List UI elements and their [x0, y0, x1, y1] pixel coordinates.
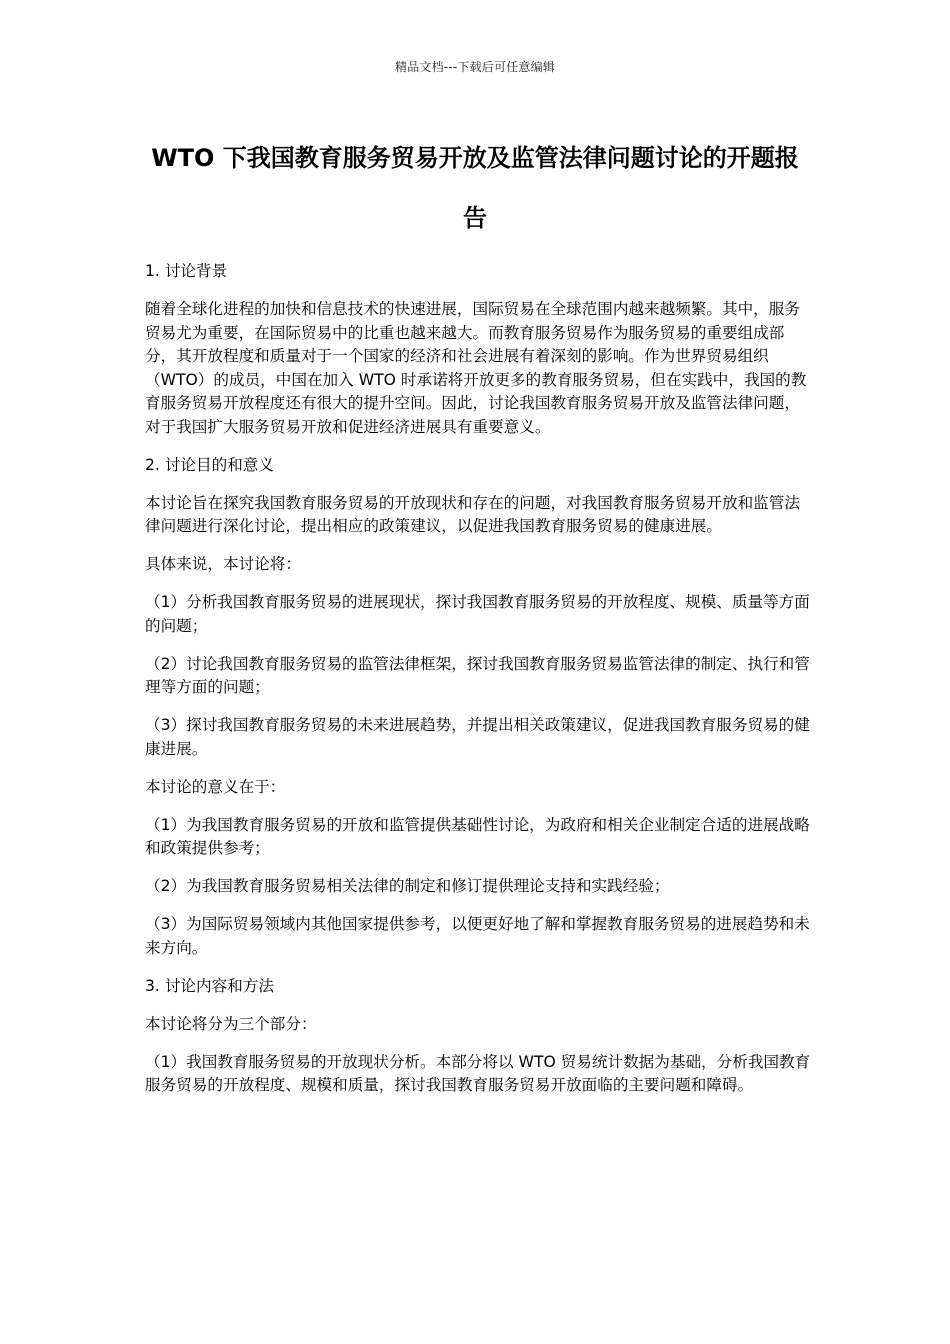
list-item-significance: （2）为我国教育服务贸易相关法律的制定和修订提供理论支持和实践经验；	[145, 877, 670, 895]
paragraph-specifically: 具体来说，本讨论将：	[145, 555, 301, 573]
list-item-significance: （3）为国际贸易领域内其他国家提供参考，以便更好地了解和掌握教育服务贸易的进展趋势和未来方向。	[145, 915, 810, 957]
paragraph-background: 随着全球化进程的加快和信息技术的快速进展，国际贸易在全球范围内越来越频繁。其中，服务贸易尤为重要，在国际贸易中的比重也越来越大。而教育服务贸易作为服务贸易的重要组成部分，其开放程度和质量对于一个国家的经济和社会进展有着深刻的影响。作为世界贸易组织（WTO）的成员，中国在加入 WTO 时承诺将开放更多的教育服务贸易，但在实践中，我国的教育服务贸易开放程度还有很大的提升空间。因此，讨论我国教育服务贸易开放及监管法律问题，对于我国扩大服务贸易开放和促进经济进展具有重要意义。	[145, 300, 807, 436]
header-note: 精品文档---下载后可任意编辑	[395, 60, 555, 74]
paragraph-purpose: 本讨论旨在探究我国教育服务贸易的开放现状和存在的问题，对我国教育服务贸易开放和监管法律问题进行深化讨论，提出相应的政策建议，以促进我国教育服务贸易的健康进展。	[145, 493, 800, 535]
section-heading-content-methods: 3. 讨论内容和方法	[145, 976, 274, 995]
paragraph-parts-intro: 本讨论将分为三个部分：	[145, 1014, 317, 1033]
paragraph-significance-intro: 本讨论的意义在于：	[145, 777, 286, 796]
list-item-aim: （2）讨论我国教育服务贸易的监管法律框架，探讨我国教育服务贸易监管法律的制定、执行和管理等方面的问题；	[145, 654, 810, 696]
section-heading-purpose: 2. 讨论目的和意义	[145, 455, 274, 474]
document-body	[145, 260, 813, 1112]
section-heading-background: 1. 讨论背景	[145, 262, 228, 280]
document-title: WTO 下我国教育服务贸易开放及监管法律问题讨论的开题报告	[151, 144, 799, 232]
list-item-part: （1）我国教育服务贸易的开放现状分析。本部分将以 WTO 贸易统计数据为基础，分析我国教育服务贸易的开放程度、规模和质量，探讨我国教育服务贸易开放面临的主要问题和障碍。	[145, 1052, 811, 1094]
list-item-aim: （3）探讨我国教育服务贸易的未来进展趋势，并提出相关政策建议，促进我国教育服务贸易的健康进展。	[145, 716, 810, 758]
list-item-aim: （1）分析我国教育服务贸易的进展现状，探讨我国教育服务贸易的开放程度、规模、质量等方面的问题；	[145, 593, 810, 635]
list-item-significance: （1）为我国教育服务贸易的开放和监管提供基础性讨论，为政府和相关企业制定合适的进展战略和政策提供参考；	[145, 815, 810, 857]
